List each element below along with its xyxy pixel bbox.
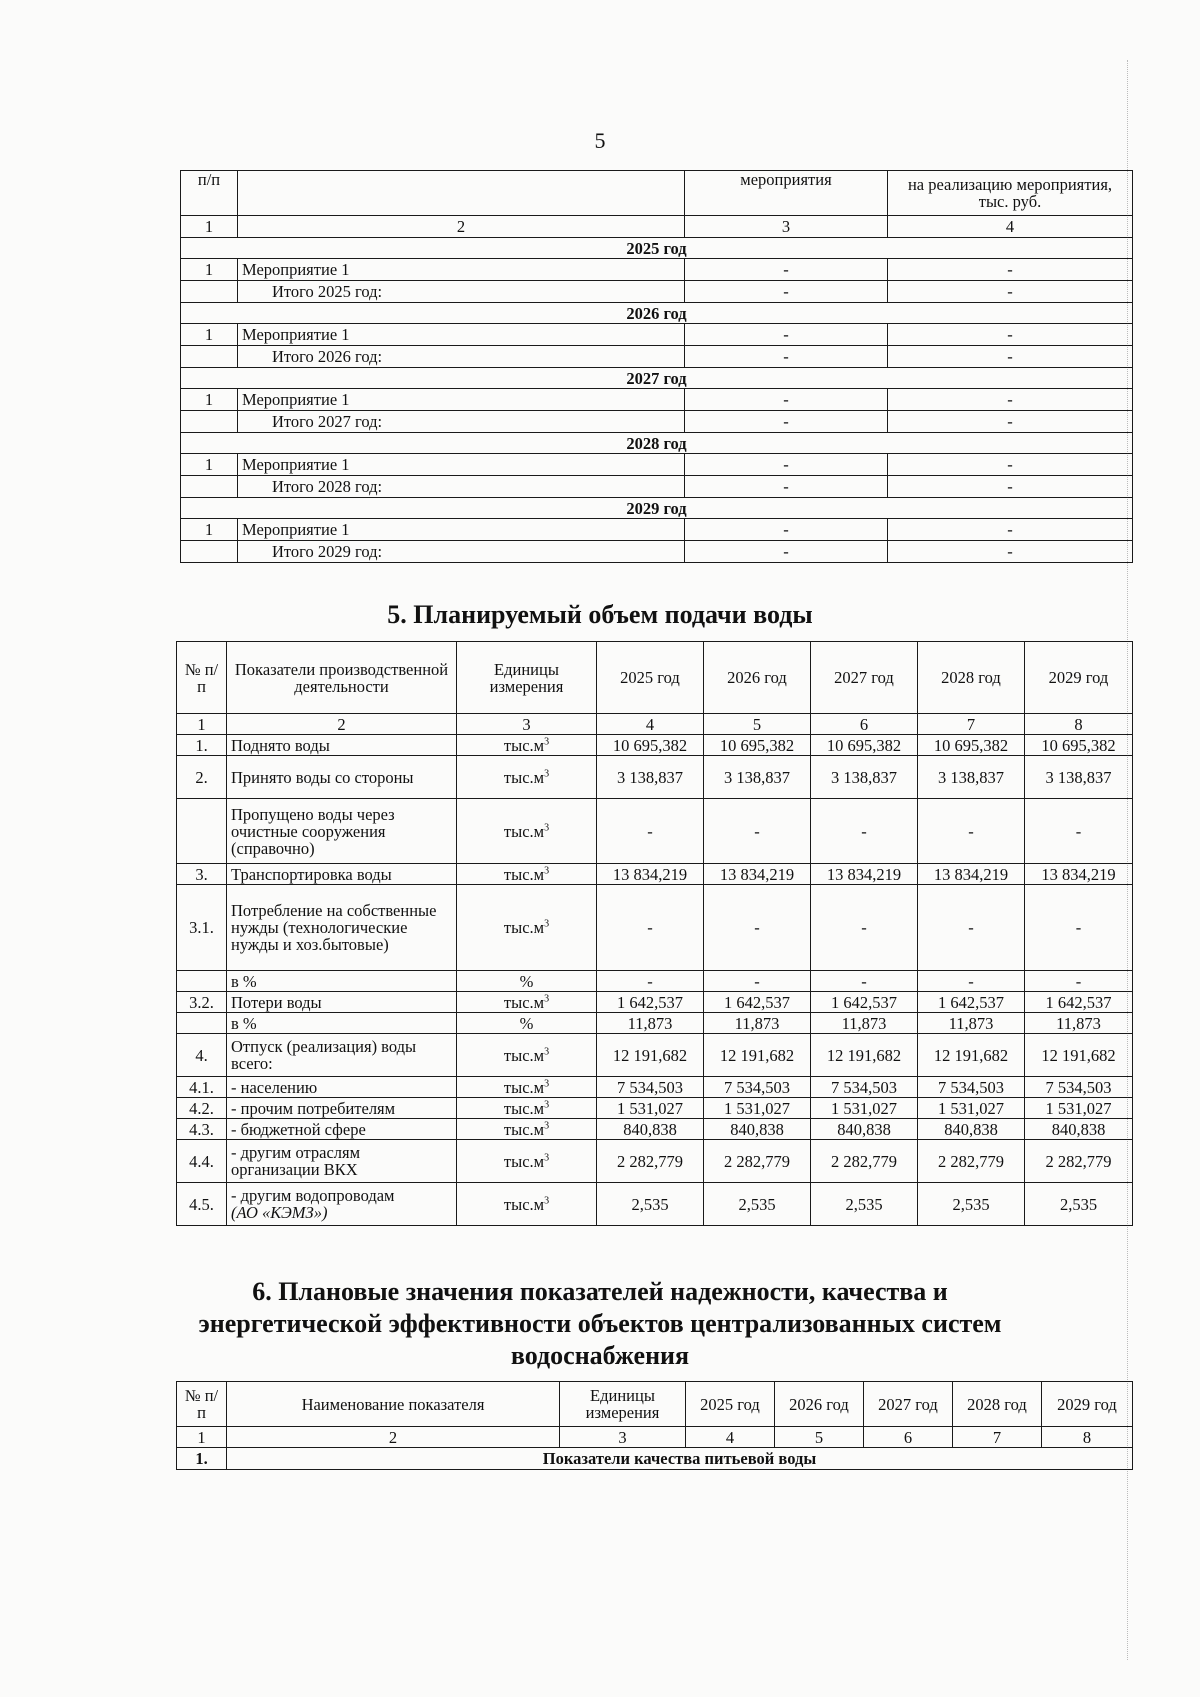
row-number: 3.1. [177,885,227,971]
total-label: Итого 2025 год: [238,281,685,303]
year-heading-row [181,498,1133,519]
row-number: 2. [177,756,227,799]
value-cell: 12 191,682 [597,1034,704,1077]
value-cell: - [597,885,704,971]
value-cell: 10 695,382 [918,735,1025,756]
unit-exponent: 3 [544,993,550,1004]
indicator-name [227,1098,457,1119]
header-cell: 2027 год [864,1382,953,1427]
col-number: 6 [864,1427,953,1448]
unit-cell [457,799,597,864]
value-cell: - [704,799,811,864]
event-name: Мероприятие 1 [238,519,685,541]
row-number: 4. [177,1034,227,1077]
unit-exponent: 3 [544,1046,550,1057]
unit-text: тыс.м [503,918,545,937]
unit-cell [457,1077,597,1098]
value-cell: 7 534,503 [1025,1077,1133,1098]
unit-cell [457,1119,597,1140]
indicator-name [227,799,457,864]
header-cell: на реализацию мероприятия, тыс. руб. [888,171,1133,216]
value-cell: 2 282,779 [811,1140,918,1183]
row-number: 1 [181,454,238,476]
indicator-name-text: Потребление на собственные нужды (технологические нужды и хоз.бытовые) [231,901,437,954]
total-cell: - [888,281,1133,303]
indicator-name [227,864,457,885]
value-cell: 10 695,382 [1025,735,1133,756]
value-cell: - [811,971,918,992]
indicator-name [227,1140,457,1183]
value-cell: 13 834,219 [597,864,704,885]
year-heading: 2029 год [181,498,1133,519]
event-name: Мероприятие 1 [238,259,685,281]
indicator-name-text: - другим отраслям организации ВКХ [231,1143,361,1179]
value-cell: - [597,799,704,864]
year-heading: 2028 год [181,433,1133,454]
unit-cell [457,885,597,971]
page-number: 5 [594,128,606,153]
value-cell: - [1025,799,1133,864]
table-row [177,799,1133,864]
unit-cell [457,735,597,756]
column-number-row [181,216,1133,238]
value-cell: 1 531,027 [811,1098,918,1119]
value-cell: - [811,799,918,864]
event-cell: - [685,324,888,346]
value-cell: 840,838 [704,1119,811,1140]
value-cell: 7 534,503 [918,1077,1025,1098]
row-number: 4.3. [177,1119,227,1140]
col-number: 8 [1025,714,1133,735]
water-supply-table [176,641,1133,1226]
header-cell [238,171,685,216]
value-cell: - [811,885,918,971]
unit-exponent: 3 [544,1078,550,1089]
indicator-name-text: - другим водопроводам [231,1186,395,1205]
unit-cell [457,864,597,885]
unit-exponent: 3 [544,1195,550,1206]
indicator-name [227,756,457,799]
empty-cell [181,476,238,498]
value-cell: 12 191,682 [1025,1034,1133,1077]
value-cell: 840,838 [1025,1119,1133,1140]
header-cell: 2029 год [1025,642,1133,714]
total-cell: - [685,476,888,498]
event-cell: - [685,389,888,411]
header-cell: 2028 год [918,642,1025,714]
event-cell: - [888,519,1133,541]
indicator-name-text: Пропущено воды через очистные сооружения (справочно) [231,804,395,858]
unit-exponent: 3 [544,1120,550,1131]
header-cell: 2027 год [811,642,918,714]
value-cell: 1 642,537 [918,992,1025,1013]
indicators-table [176,1381,1133,1470]
table-row [181,259,1133,281]
value-cell: - [1025,971,1133,992]
total-label: Итого 2029 год: [238,541,685,563]
col-number: 7 [918,714,1025,735]
row-number: 4.1. [177,1077,227,1098]
total-cell: - [888,476,1133,498]
total-row [181,281,1133,303]
row-number [177,971,227,992]
unit-cell [457,1013,597,1034]
value-cell: 840,838 [811,1119,918,1140]
event-name: Мероприятие 1 [238,454,685,476]
unit-text: тыс.м [503,1119,545,1139]
value-cell: 1 642,537 [597,992,704,1013]
year-heading: 2026 год [181,303,1133,324]
col-number: 5 [775,1427,864,1448]
unit-text: тыс.м [503,1045,545,1065]
empty-cell [181,281,238,303]
header-cell: Наименование показателя [227,1382,560,1427]
indicator-name [227,1119,457,1140]
empty-cell [181,541,238,563]
value-cell: 11,873 [704,1013,811,1034]
col-number: 6 [811,714,918,735]
total-cell: - [685,411,888,433]
value-cell: 3 138,837 [811,756,918,799]
value-cell: 2 282,779 [704,1140,811,1183]
value-cell: 1 531,027 [597,1098,704,1119]
row-number: 1 [181,259,238,281]
unit-cell [457,971,597,992]
year-heading-row [181,303,1133,324]
indicator-name [227,992,457,1013]
value-cell: 2,535 [1025,1183,1133,1226]
indicator-name-text: в % [231,1013,257,1033]
event-cell: - [888,324,1133,346]
unit-text: тыс.м [503,767,545,787]
table-row [181,454,1133,476]
indicator-name [227,1034,457,1077]
header-cell: Показатели производственной деятельности [227,642,457,714]
col-number: 1 [177,714,227,735]
value-cell: - [704,885,811,971]
value-cell: 12 191,682 [918,1034,1025,1077]
value-cell: - [918,799,1025,864]
col-number: 3 [560,1427,686,1448]
table-row [177,1013,1133,1034]
unit-text: тыс.м [503,821,545,841]
col-number: 7 [953,1427,1042,1448]
value-cell: 11,873 [597,1013,704,1034]
unit-cell [457,1034,597,1077]
value-cell: - [918,885,1025,971]
year-heading-row [181,238,1133,259]
table-row [177,971,1133,992]
col-number: 1 [177,1427,227,1448]
table-row [177,1098,1133,1119]
total-cell: - [685,346,888,368]
unit-text: % [519,1013,534,1033]
row-number: 3. [177,864,227,885]
table-row [177,756,1133,799]
indicator-name-text: в % [231,971,257,991]
table-row [177,1034,1133,1077]
table-row [177,1119,1133,1140]
indicator-name [227,735,457,756]
row-number: 1 [181,389,238,411]
value-cell: 2 282,779 [918,1140,1025,1183]
section-5-title: 5. Планируемый объем подачи воды [387,600,813,629]
year-heading-row [181,368,1133,389]
value-cell: 1 531,027 [918,1098,1025,1119]
column-number-row [177,714,1133,735]
section-6-title-line-3: водоснабжения [510,1341,690,1370]
header-cell: 2026 год [775,1382,864,1427]
total-cell: - [685,541,888,563]
total-row [181,411,1133,433]
unit-text: тыс.м [503,735,545,755]
event-name: Мероприятие 1 [238,324,685,346]
table-row [177,1077,1133,1098]
total-cell: - [888,411,1133,433]
value-cell: 2,535 [918,1183,1025,1226]
table-header-row [177,1382,1133,1427]
year-heading-row [181,433,1133,454]
value-cell: 13 834,219 [1025,864,1133,885]
value-cell: 1 642,537 [811,992,918,1013]
indicator-name-text: Отпуск (реализация) воды всего: [231,1037,417,1073]
value-cell: 2 282,779 [1025,1140,1133,1183]
table-row [177,735,1133,756]
unit-exponent: 3 [544,865,550,876]
value-cell: 2 282,779 [597,1140,704,1183]
value-cell: 3 138,837 [597,756,704,799]
header-cell: 2028 год [953,1382,1042,1427]
total-cell: - [888,541,1133,563]
table-row [177,1448,1133,1470]
unit-text: тыс.м [503,864,545,884]
indicator-name-text: Принято воды со стороны [231,767,414,787]
col-number: 3 [457,714,597,735]
value-cell: 10 695,382 [704,735,811,756]
empty-cell [181,411,238,433]
row-number [177,799,227,864]
col-number: 2 [238,216,685,238]
col-number: 4 [686,1427,775,1448]
value-cell: 7 534,503 [704,1077,811,1098]
column-number-row [177,1427,1133,1448]
value-cell: 3 138,837 [704,756,811,799]
unit-text: тыс.м [503,1151,545,1171]
table-header-row [181,171,1133,216]
value-cell: - [704,971,811,992]
row-number: 4.5. [177,1183,227,1226]
year-heading: 2027 год [181,368,1133,389]
col-number: 1 [181,216,238,238]
row-number: 3.2. [177,992,227,1013]
indicator-name [227,885,457,971]
indicator-name-text: Поднято воды [231,735,330,755]
events-table [180,170,1133,563]
table-row [181,519,1133,541]
table-row [177,992,1133,1013]
value-cell: 10 695,382 [597,735,704,756]
value-cell: 12 191,682 [811,1034,918,1077]
col-number: 2 [227,1427,560,1448]
value-cell: 1 531,027 [1025,1098,1133,1119]
unit-text: тыс.м [503,992,545,1012]
value-cell: 840,838 [918,1119,1025,1140]
total-label: Итого 2026 год: [238,346,685,368]
col-number: 5 [704,714,811,735]
row-number: 1. [177,1448,227,1470]
unit-text: % [519,971,534,991]
value-cell: - [597,971,704,992]
value-cell: 7 534,503 [597,1077,704,1098]
event-cell: - [888,259,1133,281]
col-number: 3 [685,216,888,238]
value-cell: 1 642,537 [704,992,811,1013]
value-cell: 1 642,537 [1025,992,1133,1013]
indicator-name-note: (АО «КЭМЗ») [231,1203,328,1222]
event-name: Мероприятие 1 [238,389,685,411]
col-number: 4 [888,216,1133,238]
indicator-name-text: Транспортировка воды [231,864,392,884]
unit-cell [457,1140,597,1183]
table-row [181,324,1133,346]
value-cell: 1 531,027 [704,1098,811,1119]
event-cell: - [685,519,888,541]
unit-exponent: 3 [544,918,550,930]
table-row [177,1183,1133,1226]
indicator-name-text: - прочим потребителям [231,1098,396,1118]
col-number: 8 [1042,1427,1133,1448]
event-cell: - [888,454,1133,476]
header-cell: 2025 год [597,642,704,714]
header-cell: мероприятия [685,171,888,216]
value-cell: 10 695,382 [811,735,918,756]
event-cell: - [685,259,888,281]
header-cell: Единицы измерения [560,1382,686,1427]
unit-cell [457,992,597,1013]
empty-cell [181,346,238,368]
unit-cell [457,1098,597,1119]
indicator-name [227,1013,457,1034]
unit-cell [457,756,597,799]
indicator-name [227,1183,457,1226]
row-number: 4.4. [177,1140,227,1183]
total-row [181,541,1133,563]
indicator-name [227,971,457,992]
total-cell: - [888,346,1133,368]
table-row [177,885,1133,971]
value-cell: - [1025,885,1133,971]
section-6-title-line-1: 6. Плановые значения показателей надежности, качества и [252,1277,948,1306]
col-number: 2 [227,714,457,735]
value-cell: 12 191,682 [704,1034,811,1077]
group-label: Показатели качества питьевой воды [227,1448,1133,1470]
unit-exponent: 3 [544,736,550,747]
row-number: 1 [181,519,238,541]
value-cell: 2,535 [597,1183,704,1226]
unit-text: тыс.м [503,1098,545,1118]
value-cell: 13 834,219 [918,864,1025,885]
unit-exponent: 3 [544,768,550,779]
unit-exponent: 3 [544,1152,550,1163]
total-label: Итого 2027 год: [238,411,685,433]
indicator-name-text: - населению [231,1077,318,1097]
row-number [177,1013,227,1034]
col-number: 4 [597,714,704,735]
header-cell: № п/п [177,642,227,714]
value-cell: 11,873 [811,1013,918,1034]
header-cell: 2029 год [1042,1382,1133,1427]
indicator-name-text: - бюджетной сфере [231,1119,366,1139]
unit-text: тыс.м [503,1077,545,1097]
value-cell: 13 834,219 [704,864,811,885]
unit-cell [457,1183,597,1226]
unit-exponent: 3 [544,1099,550,1110]
total-cell: - [685,281,888,303]
unit-text: тыс.м [503,1194,545,1214]
table-row [181,389,1133,411]
year-heading: 2025 год [181,238,1133,259]
header-cell: 2025 год [686,1382,775,1427]
table-header-row [177,642,1133,714]
value-cell: 11,873 [918,1013,1025,1034]
value-cell: 2,535 [811,1183,918,1226]
value-cell: 840,838 [597,1119,704,1140]
row-number: 4.2. [177,1098,227,1119]
row-number: 1. [177,735,227,756]
table-row [177,864,1133,885]
value-cell: 7 534,503 [811,1077,918,1098]
value-cell: - [918,971,1025,992]
value-cell: 3 138,837 [918,756,1025,799]
header-cell: № п/п [177,1382,227,1427]
table-row [177,1140,1133,1183]
indicator-name-text: Потери воды [231,992,322,1012]
value-cell: 13 834,219 [811,864,918,885]
section-6-title-line-2: энергетической эффективности объектов централизованных систем [198,1309,1002,1338]
value-cell: 2,535 [704,1183,811,1226]
header-cell: 2026 год [704,642,811,714]
total-row [181,346,1133,368]
value-cell: 3 138,837 [1025,756,1133,799]
event-cell: - [888,389,1133,411]
header-cell: Единицы измерения [457,642,597,714]
header-cell: п/п [181,171,238,216]
total-label: Итого 2028 год: [238,476,685,498]
value-cell: 11,873 [1025,1013,1133,1034]
total-row [181,476,1133,498]
unit-exponent: 3 [544,822,550,833]
row-number: 1 [181,324,238,346]
indicator-name [227,1077,457,1098]
event-cell: - [685,454,888,476]
